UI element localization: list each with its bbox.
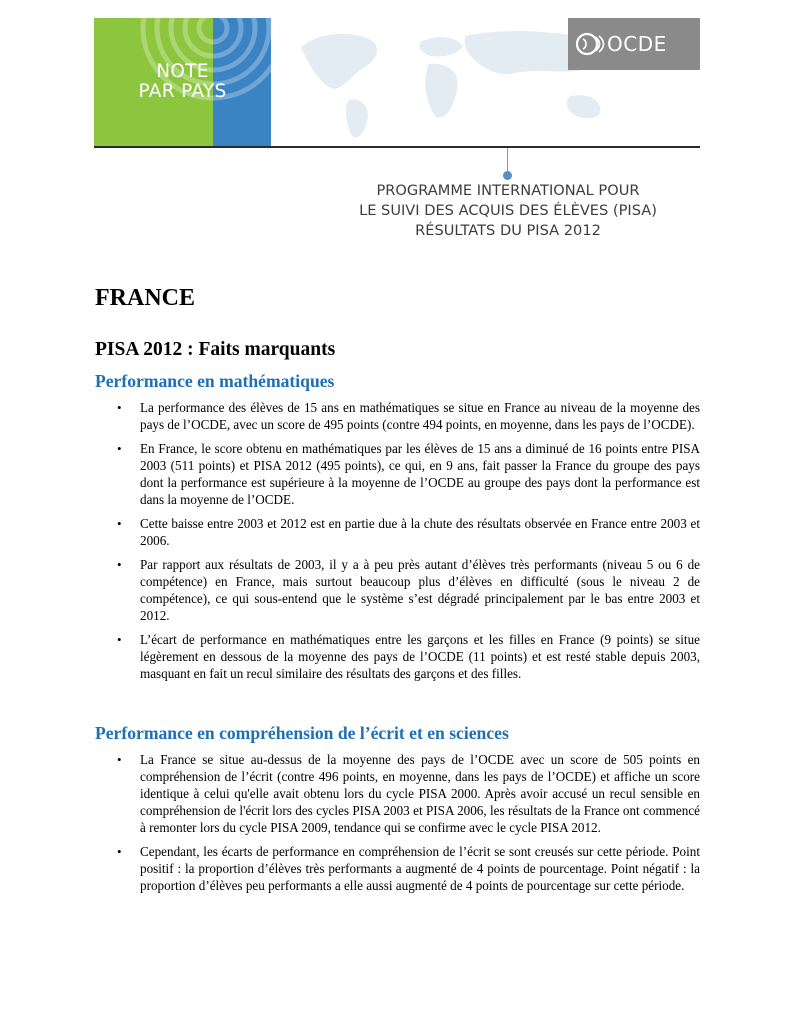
bullet-text: Cependant, les écarts de performance en compréhension de l’écrit se sont creusés sur cette période. Point positif : la proportion d’élèves très performants a augmenté de 4 points de pourcentage. Point négatif : la proportion d’élèves peu performants a elle aussi augmenté de 4 points de pourcentage sur cette période.: [140, 844, 700, 893]
bullet-icon: •: [117, 752, 122, 767]
bullet-icon: •: [117, 516, 122, 531]
bullet-text: En France, le score obtenu en mathématiques par les élèves de 15 ans a diminué de 16 points entre PISA 2003 (511 points) et PISA 2012 (495 points), ce qui, en 9 ans, fait passer la France du groupe des pays dont la performance est supérieure à la moyenne de l’OCDE au groupe des pays dont la performance est dans la moyenne de l’OCDE.: [140, 441, 700, 507]
bullet-text: Cette baisse entre 2003 et 2012 est en partie due à la chute des résultats observée en France entre 2003 et 2006.: [140, 516, 700, 548]
list-item: [95, 399, 700, 433]
mathematics-bullet-list: [95, 399, 700, 689]
bullet-text: L’écart de performance en mathématiques entre les garçons et les filles en France (9 points) se situe légèrement en dessous de la moyenne des pays de l’OCDE (11 points) et est resté stable depuis 2003, masquant en fait un recul similaire des résultats des garçons et des filles.: [140, 632, 700, 681]
badge-line-2: PAR PAYS: [138, 81, 227, 102]
list-item: [95, 631, 700, 682]
bullet-icon: •: [117, 844, 122, 859]
badge-line-1: NOTE: [156, 61, 209, 82]
section-heading-reading-science: Performance en compréhension de l’écrit et en sciences: [95, 723, 509, 743]
list-item: [95, 556, 700, 624]
document-subtitle: PISA 2012 : Faits marquants: [95, 339, 336, 360]
reading-science-bullet-list: [95, 751, 700, 901]
country-title: FRANCE: [95, 285, 195, 311]
list-item: [95, 843, 700, 894]
bullet-text: La France se situe au-dessus de la moyenne des pays de l’OCDE avec un score de 505 points en compréhension de l’écrit (contre 496 points, en moyenne, dans les pays de l’OCDE) et affiche un score identique à celui qu'elle avait obtenu lors du cycle PISA 2000. Après avoir accusé un recul sensible en compréhension de l'écrit lors des cycles PISA 2003 et PISA 2006, les résultats de la France ont commencé à remonter lors du cycle PISA 2009, tendance qui se confirme avec le cycle PISA 2012.: [140, 752, 700, 835]
bullet-icon: •: [117, 632, 122, 647]
section-heading-mathematics: Performance en mathématiques: [95, 371, 335, 391]
list-item: [95, 751, 700, 836]
oecd-logo-text: OCDE: [607, 32, 667, 56]
bullet-icon: •: [117, 557, 122, 572]
program-title-line-1: PROGRAMME INTERNATIONAL POUR: [376, 182, 640, 199]
list-item: [95, 515, 700, 549]
bullet-text: La performance des élèves de 15 ans en mathématiques se situe en France au niveau de la moyenne des pays de l’OCDE, avec un score de 495 points (contre 494 points, en moyenne, dans les pays de l’OCDE).: [140, 400, 700, 432]
badge-title: [94, 62, 271, 102]
bullet-icon: •: [117, 400, 122, 415]
program-title: [322, 181, 694, 241]
oecd-globe-icon: [576, 30, 606, 58]
list-item: [95, 440, 700, 508]
program-title-line-3: RÉSULTATS DU PISA 2012: [415, 222, 601, 239]
bullet-icon: •: [117, 441, 122, 456]
header-connector-dot: [503, 171, 512, 180]
header-divider: [94, 146, 700, 148]
program-title-line-2: LE SUIVI DES ACQUIS DES ÉLÈVES (PISA): [359, 202, 657, 219]
bullet-text: Par rapport aux résultats de 2003, il y a à peu près autant d’élèves très performants (niveau 5 ou 6 de compétence) en France, mais surtout beaucoup plus d’élèves en difficulté (sous le niveau 2 de compétence), ce qui sous-entend que le système s’est dégradé principalement par le bas entre 2003 et 2012.: [140, 557, 700, 623]
